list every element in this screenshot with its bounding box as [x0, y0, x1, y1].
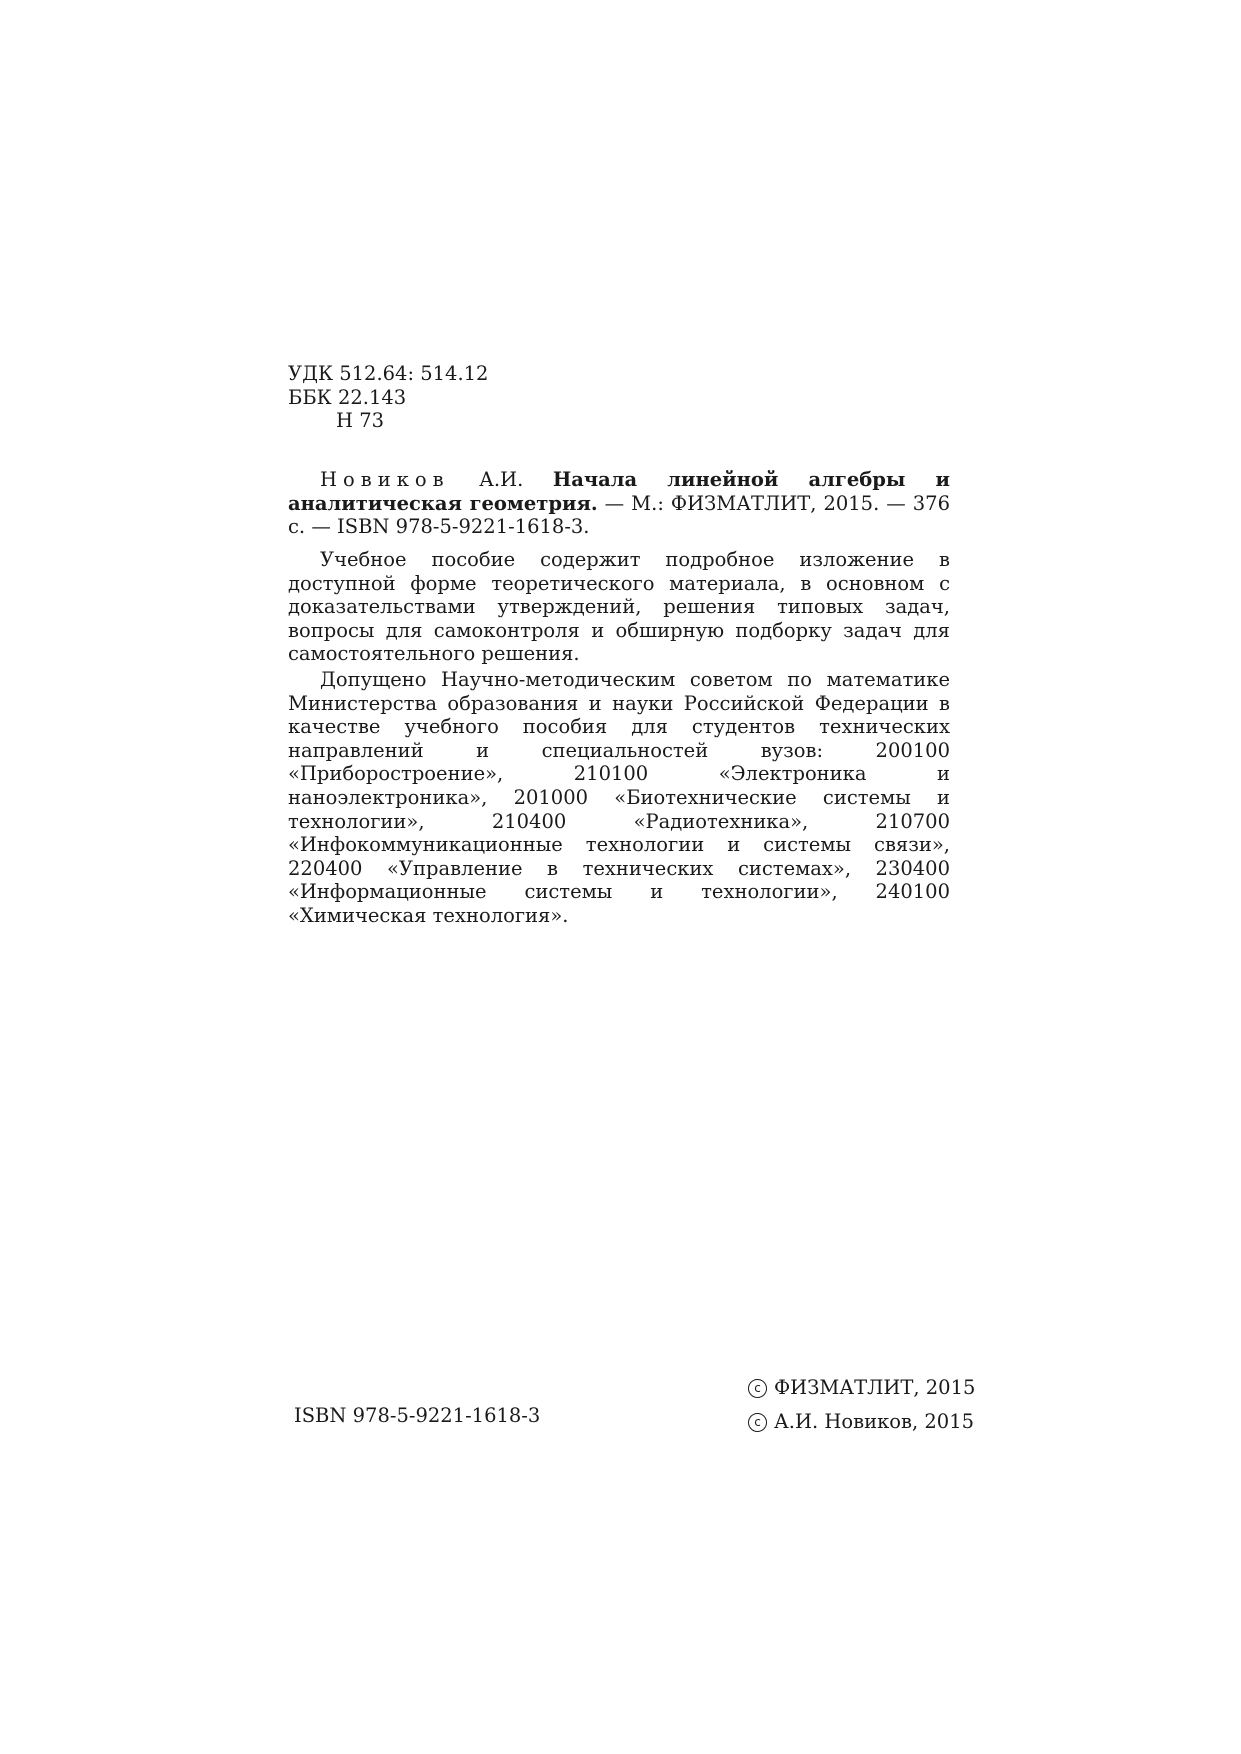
udk-code: УДК 512.64: 514.12: [288, 362, 489, 385]
copyright-block: [748, 1371, 975, 1439]
classification-block: [288, 362, 950, 433]
copyright-line-publisher: [748, 1371, 975, 1405]
author-sign: Н 73: [336, 409, 385, 433]
citation-title: Начала линейной алгебры и аналитическая геометрия.: [288, 468, 950, 515]
bbk-code: ББК 22.143: [288, 385, 407, 409]
approval-paragraph: Допущено Научно-методическим советом по математике Министерства образования и науки Российской Федерации в качестве учебного пособия для студентов технических направлений и специальностей вузов: 200100 «Приборостроение», 210100 «Электроника и наноэлектроника», 201000 «Биотехнические системы и технологии», 210400 «Радиотехника», 210700 «Инфокоммуникационные технологии и системы связи», 220400 «Управление в технических системах», 230400 «Информационные системы и технологии», 240100 «Химическая технология».: [288, 668, 950, 927]
copyright-line-author: [748, 1405, 975, 1439]
citation-author: Новиков: [320, 468, 450, 491]
isbn-number: ISBN 978-5-9221-1618-3: [294, 1404, 541, 1427]
copyright-icon: c: [748, 1379, 767, 1398]
citation-initials: А.И.: [449, 468, 553, 491]
citation-details: — М.: ФИЗМАТЛИТ, 2015. — 376 с. — ISBN 978-5-9221-1618-3.: [288, 491, 950, 539]
copyright-icon: c: [748, 1413, 767, 1432]
copyright-holder: А.И. Новиков, 2015: [774, 1410, 975, 1433]
copyright-holder: ФИЗМАТЛИТ, 2015: [774, 1376, 976, 1399]
bibliographic-citation: [288, 468, 950, 539]
abstract-paragraph: Учебное пособие содержит подробное изложение в доступной форме теоретического материала, в основном с доказательствами утверждений, решения типовых задач, вопросы для самоконтроля и обширную подборку задач для самостоятельного решения.: [288, 548, 950, 666]
